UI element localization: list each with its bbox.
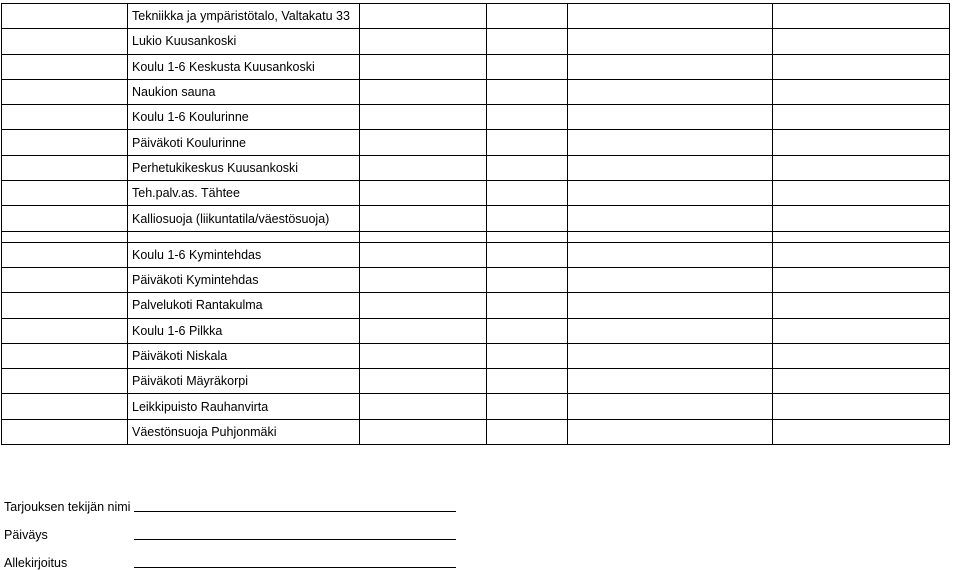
table-row [2,4,950,29]
table-row [2,293,950,318]
table-row [2,318,950,343]
empty-cell[interactable] [487,105,568,130]
empty-cell[interactable] [487,54,568,79]
empty-cell[interactable] [487,4,568,29]
empty-cell[interactable] [773,206,950,231]
table-row [2,79,950,104]
empty-cell[interactable] [487,394,568,419]
empty-cell[interactable] [773,419,950,444]
table-row [2,343,950,368]
empty-cell[interactable] [568,267,773,292]
empty-cell[interactable] [487,181,568,206]
empty-cell[interactable] [568,419,773,444]
table-row [2,181,950,206]
empty-cell[interactable] [568,29,773,54]
empty-cell[interactable] [568,105,773,130]
building-table [1,3,950,445]
empty-cell[interactable] [2,242,128,267]
empty-cell[interactable] [360,181,487,206]
empty-cell[interactable] [773,231,950,242]
empty-cell[interactable] [568,343,773,368]
building-name-cell: Väestönsuoja Puhjonmäki [128,419,360,444]
empty-cell[interactable] [568,231,773,242]
building-name-cell: Palvelukoti Rantakulma [128,293,360,318]
empty-cell[interactable] [2,267,128,292]
empty-cell[interactable] [487,293,568,318]
empty-cell[interactable] [568,130,773,155]
building-name-cell: Koulu 1-6 Koulurinne [128,105,360,130]
building-name-cell: Naukion sauna [128,79,360,104]
table-row [2,206,950,231]
empty-cell[interactable] [568,394,773,419]
empty-cell[interactable] [360,369,487,394]
empty-cell[interactable] [2,369,128,394]
empty-cell[interactable] [360,105,487,130]
empty-cell[interactable] [360,343,487,368]
empty-cell[interactable] [487,318,568,343]
table-row [2,369,950,394]
empty-cell[interactable] [2,343,128,368]
empty-cell[interactable] [2,206,128,231]
empty-cell[interactable] [568,318,773,343]
empty-cell[interactable] [360,79,487,104]
empty-cell[interactable] [773,318,950,343]
empty-cell[interactable] [568,242,773,267]
empty-cell[interactable] [773,267,950,292]
empty-cell[interactable] [360,394,487,419]
empty-cell[interactable] [487,231,568,242]
table-row [2,105,950,130]
empty-cell[interactable] [487,130,568,155]
empty-cell[interactable] [360,293,487,318]
empty-cell[interactable] [2,231,128,242]
empty-cell[interactable] [568,155,773,180]
building-name-cell: Leikkipuisto Rauhanvirta [128,394,360,419]
empty-cell[interactable] [773,105,950,130]
building-name-cell: Kalliosuoja (liikuntatila/väestösuoja) [128,206,360,231]
bidder-name-line[interactable] [134,511,456,512]
empty-cell[interactable] [773,242,950,267]
empty-cell[interactable] [2,29,128,54]
empty-cell[interactable] [487,29,568,54]
empty-cell[interactable] [360,318,487,343]
table-row [2,231,950,242]
empty-cell[interactable] [2,4,128,29]
empty-cell[interactable] [773,79,950,104]
building-name-cell: Perhetukikeskus Kuusankoski [128,155,360,180]
table-row [2,394,950,419]
building-name-cell [128,231,360,242]
empty-cell[interactable] [360,29,487,54]
empty-cell[interactable] [773,54,950,79]
empty-cell[interactable] [2,394,128,419]
table-row [2,130,950,155]
empty-cell[interactable] [568,79,773,104]
table-row [2,29,950,54]
empty-cell[interactable] [568,206,773,231]
empty-cell[interactable] [773,29,950,54]
empty-cell[interactable] [360,4,487,29]
building-name-cell: Tekniikka ja ympäristötalo, Valtakatu 33 [128,4,360,29]
empty-cell[interactable] [487,206,568,231]
signature-label: Allekirjoitus [4,556,68,570]
empty-cell[interactable] [360,54,487,79]
empty-cell[interactable] [773,155,950,180]
empty-cell[interactable] [360,267,487,292]
empty-cell[interactable] [2,130,128,155]
table-body [2,4,950,445]
empty-cell[interactable] [2,155,128,180]
empty-cell[interactable] [487,343,568,368]
building-name-cell: Päiväkoti Niskala [128,343,360,368]
date-line[interactable] [134,539,456,540]
empty-cell[interactable] [773,293,950,318]
empty-cell[interactable] [487,369,568,394]
date-label: Päiväys [4,528,48,542]
empty-cell[interactable] [487,419,568,444]
empty-cell[interactable] [360,155,487,180]
empty-cell[interactable] [568,293,773,318]
empty-cell[interactable] [773,4,950,29]
empty-cell[interactable] [487,242,568,267]
empty-cell[interactable] [2,293,128,318]
building-name-cell: Teh.palv.as. Tähtee [128,181,360,206]
table-row [2,419,950,444]
empty-cell[interactable] [2,419,128,444]
empty-cell[interactable] [2,79,128,104]
empty-cell[interactable] [773,343,950,368]
empty-cell[interactable] [2,105,128,130]
empty-cell[interactable] [487,267,568,292]
empty-cell[interactable] [360,419,487,444]
empty-cell[interactable] [360,231,487,242]
table-row [2,267,950,292]
empty-cell[interactable] [773,181,950,206]
bidder-name-label: Tarjouksen tekijän nimi [4,500,131,514]
empty-cell[interactable] [360,130,487,155]
empty-cell[interactable] [773,369,950,394]
building-name-cell: Lukio Kuusankoski [128,29,360,54]
empty-cell[interactable] [2,54,128,79]
table-row [2,242,950,267]
empty-cell[interactable] [568,4,773,29]
empty-cell[interactable] [487,79,568,104]
empty-cell[interactable] [568,54,773,79]
building-name-cell: Päiväkoti Kymintehdas [128,267,360,292]
table-row [2,155,950,180]
building-name-cell: Päiväkoti Koulurinne [128,130,360,155]
building-name-cell: Päiväkoti Mäyräkorpi [128,369,360,394]
signature-line[interactable] [134,567,456,568]
building-name-cell: Koulu 1-6 Pilkka [128,318,360,343]
empty-cell[interactable] [2,318,128,343]
empty-cell[interactable] [568,369,773,394]
table-row [2,54,950,79]
empty-cell[interactable] [487,155,568,180]
building-name-cell: Koulu 1-6 Kymintehdas [128,242,360,267]
empty-cell[interactable] [773,394,950,419]
empty-cell[interactable] [360,242,487,267]
building-name-cell: Koulu 1-6 Keskusta Kuusankoski [128,54,360,79]
empty-cell[interactable] [568,181,773,206]
empty-cell[interactable] [2,181,128,206]
empty-cell[interactable] [773,130,950,155]
empty-cell[interactable] [360,206,487,231]
